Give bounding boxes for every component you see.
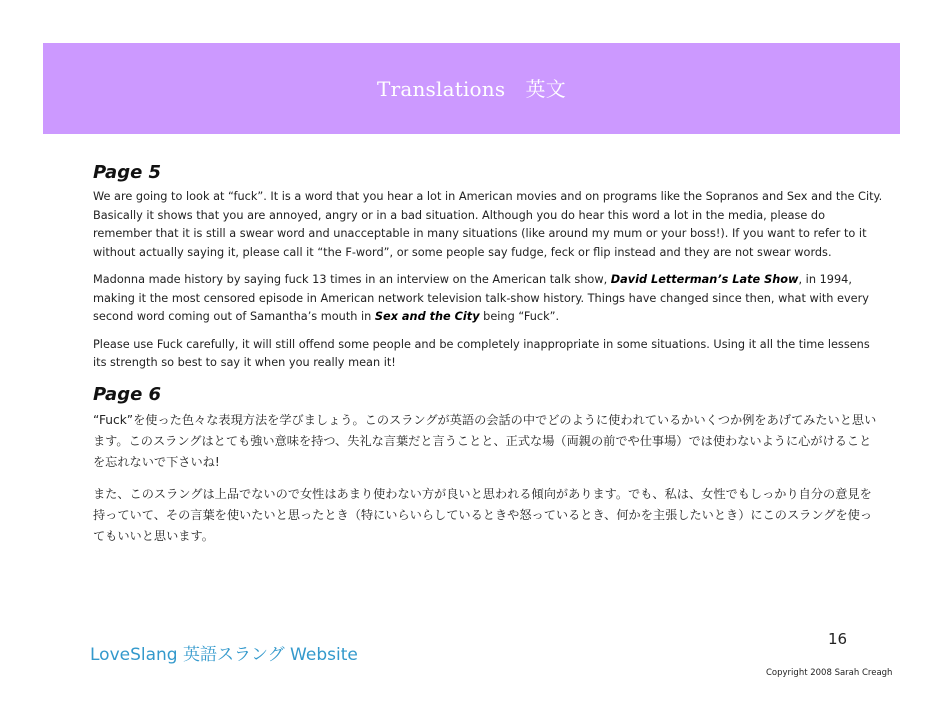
paragraph-usage-advice: Please use Fuck carefully, it will still offend some people and be completely inappropriate in some situations. Using it all the time lessens its strength so best to say it when you really mean it! [93,337,870,369]
slide-content [93,162,883,558]
paragraph-madonna [93,271,883,327]
paragraph-madonna-part-1: Madonna made history by saying fuck 13 times in an interview on the American talk show, [93,273,611,286]
copyright-notice: Copyright 2008 Sarah Creagh [766,668,893,678]
paragraph-fuck-intro: We are going to look at “fuck”. It is a word that you hear a lot in American movies and on programs like the Sopranos and Sex and the City. Basically it shows that you are annoyed, angry or in a bad situation. Although you do hear this word a lot in the media, please do remember that it is still a swear word and unacceptable in many situations (like around my mum or your boss!). If you want to refer to it without actually saying it, please call it “the F-word”, or some people say fudge, feck or flip instead and they are not swear words. [93,190,883,259]
section-heading-page-6: Page 6 [93,383,162,405]
header-band [43,43,900,134]
footer-brand: LoveSlang 英語スラング Website [90,645,358,665]
section-page-6 [93,384,883,547]
page-number: 16 [828,630,848,648]
paragraph-japanese-2: また、このスラングは上品でないので女性はあまり使わない方が良いと思われる傾向があります。でも、私は、女性でもしっかり自分の意見を持っていて、その言葉を使いたいと思ったとき（特にいらいらしているときや怒っているとき、何かを主張したいとき）にこのスラングを使ってもいいと思います。 [93,486,873,543]
show-title-letterman: David Letterman’s Late Show [610,273,799,286]
show-title-sex-and-the-city: Sex and the City [374,310,480,323]
section-page-5 [93,162,883,373]
paragraph-madonna-part-2: , in 1994, making it the most censored episode in American network television talk-show history. Things have changed since then, what with every second word coming out of Samantha’s mouth in [93,273,869,323]
paragraph-japanese-1: “Fuck”を使った色々な表現方法を学びましょう。このスラングが英語の会話の中でどのように使われているかいくつか例をあげてみたいと思います。このスラングはとても強い意味を持つ、失礼な言葉だと言うことと、正式な場（両親の前でや仕事場）では使わないように心がけることを忘れないで下さいね! [93,412,877,469]
section-heading-page-5: Page 5 [93,162,162,183]
page-title: Translations 英文 [377,77,566,101]
paragraph-madonna-part-3: being “Fuck”. [479,310,560,323]
